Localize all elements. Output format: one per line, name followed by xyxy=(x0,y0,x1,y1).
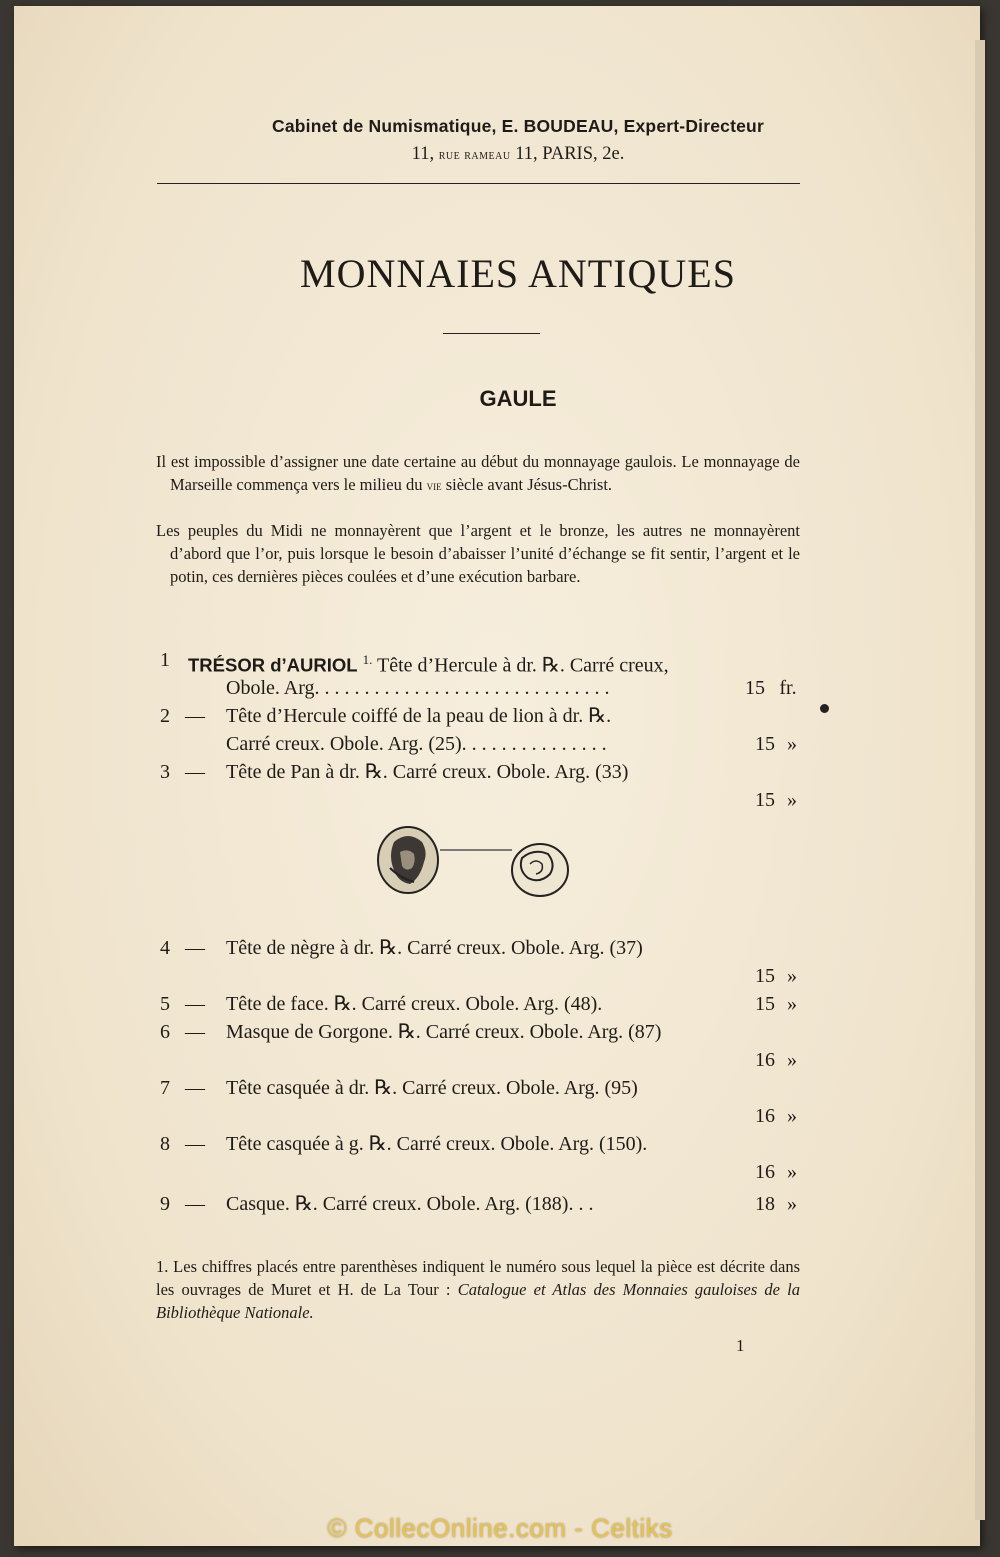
address-number: 11, xyxy=(411,144,435,164)
title-rule xyxy=(443,333,540,334)
entry-number: 2 xyxy=(160,705,170,727)
entry-price: 16 xyxy=(755,1161,775,1183)
catalogue-entry-4 xyxy=(160,934,805,990)
entry-number: 3 xyxy=(160,761,170,783)
entry-continuation: Carré creux. Obole. Arg. (25). . . . . . . . . . . . . . . xyxy=(226,733,607,755)
footnote-ref: 1. xyxy=(362,652,373,667)
coin-reverse xyxy=(512,844,568,896)
entry-unit: » xyxy=(787,993,797,1015)
entry-unit: » xyxy=(787,1105,797,1127)
catalogue-entry-8 xyxy=(160,1130,805,1186)
entry-unit: » xyxy=(787,1049,797,1071)
section-title: GAULE xyxy=(479,386,557,411)
address-street: rue rameau xyxy=(438,148,511,163)
entry-dash: — xyxy=(185,761,205,783)
entry-unit: » xyxy=(787,789,797,811)
entry-price: 16 xyxy=(755,1049,775,1071)
entry-description: Tête d’Hercule coiffé de la peau de lion à dr. ℞. xyxy=(226,705,612,727)
entry-dash: — xyxy=(185,705,205,727)
entry-number: 6 xyxy=(160,1021,170,1043)
intro-paragraph-1 xyxy=(156,450,800,497)
entry-unit: » xyxy=(787,1193,797,1215)
address-line xyxy=(0,144,1000,165)
catalogue-entry-3 xyxy=(160,758,805,814)
entry-continuation: Obole. Arg. . . . . . . . . . . . . . . . . . . . . . . . . . . . . . xyxy=(226,677,610,699)
footnote-reference: Catalogue et Atlas des Monnaies gauloises de la Bibliothèque Nationale. xyxy=(156,1280,801,1322)
entry-number: 5 xyxy=(160,993,170,1015)
entry-description: Tête d’Hercule à dr. ℞. Carré creux, xyxy=(376,654,669,677)
header-rule xyxy=(157,183,800,184)
coin-drawing xyxy=(372,822,582,902)
entry-description: Tête de Pan à dr. ℞. Carré creux. Obole. Arg. (33) xyxy=(226,761,629,783)
entry-dash: — xyxy=(185,1193,205,1215)
page-title: MONNAIES ANTIQUES xyxy=(300,251,736,296)
intro-paragraph-2: Les peuples du Midi ne monnayèrent que l’argent et le bronze, les autres ne monnayèrent d’abord que l’or, puis lorsque le besoin d’abaisser l’unité d’échange se fit sentir, l’argent et le potin, ces dernières pièces coulées et d’une exécution barbare. xyxy=(156,521,800,586)
entry-number: 7 xyxy=(160,1077,170,1099)
entry-description: Tête de nègre à dr. ℞. Carré creux. Obole. Arg. (37) xyxy=(226,937,643,959)
entry-unit: » xyxy=(787,733,797,755)
coin-illustration xyxy=(372,822,582,902)
intro-para1-a: Il est impossible d’assigner une date certaine au début du monnayage gaulois. Le monnayage de Marseille commença vers le milieu du xyxy=(156,452,800,494)
footnote-text: 1. Les chiffres placés entre parenthèses indiquent le numéro sous lequel la pièce est décrite dans les ouvrages de Muret et H. de La Tour : xyxy=(156,1257,800,1299)
entry-dash: — xyxy=(185,993,205,1015)
intro-para1-b: siècle avant Jésus-Christ. xyxy=(445,475,613,494)
entry-unit: » xyxy=(787,1161,797,1183)
entry-price: 15 xyxy=(745,677,765,699)
footnote xyxy=(156,1255,800,1324)
catalogue-entry-2 xyxy=(160,702,805,758)
entry-description: Casque. ℞. Carré creux. Obole. Arg. (188). . . xyxy=(226,1193,594,1215)
entry-unit: fr. xyxy=(779,677,797,699)
entry-description: Tête casquée à g. ℞. Carré creux. Obole. Arg. (150). xyxy=(226,1133,648,1155)
catalogue-entry-1 xyxy=(160,646,805,702)
entry-description: Tête casquée à dr. ℞. Carré creux. Obole. Arg. (95) xyxy=(226,1077,638,1099)
entry-price: 15 xyxy=(755,733,775,755)
entry-price: 15 xyxy=(755,993,775,1015)
entry-number: 8 xyxy=(160,1133,170,1155)
catalogue-entry-7 xyxy=(160,1074,805,1130)
ink-mark xyxy=(820,704,829,713)
entry-number: 9 xyxy=(160,1193,170,1215)
entry-dash: — xyxy=(185,1077,205,1099)
entry-number: 1 xyxy=(160,649,170,671)
entry-dash: — xyxy=(185,1133,205,1155)
entry-price: 18 xyxy=(755,1193,775,1215)
entry-price: 15 xyxy=(755,965,775,987)
cabinet-line: Cabinet de Numismatique, E. BOUDEAU, Expert-Directeur xyxy=(272,116,764,136)
entry-lead: TRÉSOR d’AURIOL xyxy=(188,654,358,676)
entry-number: 4 xyxy=(160,937,170,959)
entry-unit: » xyxy=(787,965,797,987)
page-number: 1 xyxy=(736,1336,745,1355)
entry-price: 16 xyxy=(755,1105,775,1127)
catalogue-entry-5 xyxy=(160,990,805,1018)
catalogue-entry-6 xyxy=(160,1018,805,1074)
intro-para1-sup: vie xyxy=(426,478,442,493)
entry-price: 15 xyxy=(755,789,775,811)
catalogue-entry-9 xyxy=(160,1190,805,1218)
address-rest: 11, PARIS, 2e. xyxy=(515,144,625,164)
entry-description: Tête de face. ℞. Carré creux. Obole. Arg. (48). xyxy=(226,993,603,1015)
entry-dash: — xyxy=(185,1021,205,1043)
entry-dash: — xyxy=(185,937,205,959)
watermark: © CollecOnline.com - Celtiks xyxy=(327,1513,673,1543)
coin-obverse xyxy=(378,827,438,893)
entry-description: Masque de Gorgone. ℞. Carré creux. Obole. Arg. (87) xyxy=(226,1021,662,1043)
